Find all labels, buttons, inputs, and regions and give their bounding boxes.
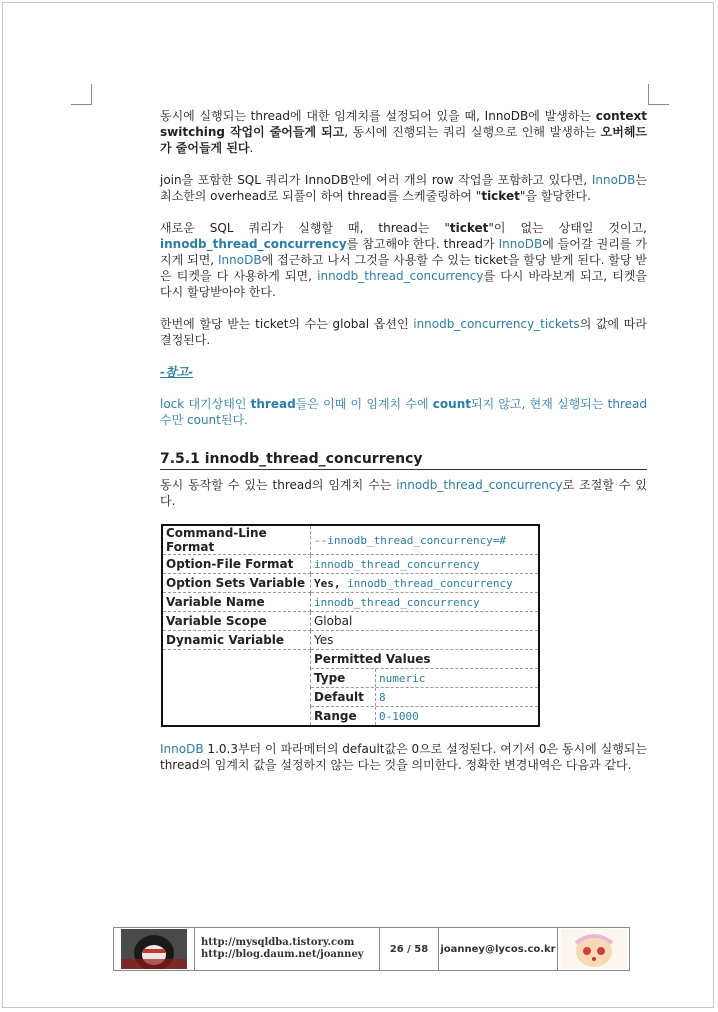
permitted-subtable [311, 688, 538, 706]
text: 한번에 할당 받는 ticket의 수는 global 옵션인 [160, 317, 414, 331]
text: , 동시에 진행되는 쿼리 실행으로 인해 발생하는 [344, 125, 601, 139]
row-value: Global [311, 612, 540, 631]
row-value: --innodb_thread_concurrency=# [311, 525, 540, 555]
text: 의 값에 따라 결정된다. [160, 317, 647, 347]
text: 되지 않고, 현재 실행되는 thread수만 count된다. [160, 397, 647, 427]
text: 는 최소한의 overhead로 되풀이 하여 thread를 스케줄링하여 " [160, 173, 647, 203]
text: join을 포함한 SQL 쿼리가 InnoDB안에 여러 개의 row 작업을 포함하고 있다면, [160, 173, 592, 187]
options-table [161, 524, 540, 727]
table-row [162, 612, 539, 631]
paragraph-concurrency-intro [160, 477, 647, 509]
row-value-code: innodb_thread_concurrency [347, 577, 513, 590]
text-bold: context switching 작업이 줄어들게 되고 [160, 109, 647, 139]
text: 동시에 실행되는 thread에 대한 임계치를 설정되어 있을 때, InnoDB에 발생하는 [160, 109, 596, 123]
permitted-value: numeric [379, 671, 426, 685]
text-blue: innodb_concurrency_tickets [413, 317, 580, 331]
text-bold: 오버헤드가 줄어들게 된다 [160, 125, 648, 155]
row-value-plain: Yes, [314, 577, 348, 590]
permitted-type-cell [311, 669, 540, 688]
permitted-range-cell [311, 707, 540, 727]
text: "을 할당한다. [519, 189, 591, 203]
row-value: innodb_thread_concurrency [311, 593, 540, 612]
text-blue: InnoDB [591, 173, 636, 187]
text: 로 조절할 수 있다. [160, 478, 648, 508]
text-bold: ticket [481, 189, 520, 203]
text: 들은 이때 이 임계치 수에 [295, 397, 433, 411]
table-row [162, 555, 539, 574]
footer-avatar-right [558, 928, 629, 970]
crop-mark-top-left [71, 84, 92, 105]
text: 동시 동작할 수 있는 thread의 임계치 수는 [160, 478, 397, 492]
crop-mark-top-right [648, 84, 669, 105]
text: 1.0.3부터 이 파라메터의 default값은 0으로 설정된다. 여기서 0은 동시에 실행되는 thread의 임계치 값을 설정하지 않는 다는 것을 의미한다. 정확한 변경내역은 다음과 같다. [160, 742, 647, 772]
paragraph-join [160, 172, 647, 204]
permitted-values-label: Permitted Values [311, 650, 540, 669]
note-label: -참고- [160, 365, 194, 379]
footer-link-daum[interactable]: http://blog.daum.net/joanney [201, 949, 364, 960]
text: lock 대기상태인 [160, 397, 251, 411]
table-row [162, 593, 539, 612]
avatar-left-icon [121, 929, 187, 969]
permitted-subtable [311, 669, 538, 687]
text: "이 없는 상태일 것이고, [488, 221, 647, 235]
paragraph-default-change [160, 741, 647, 773]
text-bold: ticket [449, 221, 489, 235]
row-key: Option Sets Variable [162, 574, 311, 593]
row-value: innodb_thread_concurrency [311, 555, 540, 574]
permitted-key: Range [311, 707, 376, 725]
table-row [162, 631, 539, 650]
text-blue: InnoDB [218, 253, 262, 267]
text: 를 참고해야 한다. thread가 [346, 237, 499, 251]
footer-link-tistory[interactable]: http://mysqldba.tistory.com [201, 937, 355, 948]
text-blue: InnoDB [498, 237, 543, 251]
avatar-right-icon [561, 929, 627, 969]
paragraph-note [160, 396, 647, 428]
row-key-empty [162, 650, 311, 727]
footer-avatar-left [114, 928, 195, 970]
text: . [249, 141, 254, 155]
table-row [162, 650, 539, 669]
section-heading: 7.5.1 innodb_thread_concurrency [160, 451, 647, 470]
permitted-value: 0-1000 [379, 709, 419, 723]
permitted-key: Type [311, 669, 376, 687]
permitted-subtable [311, 707, 538, 725]
footer-email[interactable]: joanney@lycos.co.kr [439, 928, 558, 970]
permitted-default-cell [311, 688, 540, 707]
table-row [162, 574, 539, 593]
row-key: Variable Scope [162, 612, 311, 631]
text-bold: thread [250, 397, 296, 411]
text-blue: innodb_thread_concurrency [396, 478, 563, 492]
page-number: 26 / 58 [380, 928, 439, 970]
text: 를 다시 바라보게 되고, 티켓을 다시 할당받아야 한다. [160, 269, 647, 299]
paragraph-tickets [160, 316, 647, 348]
text: 새로운 SQL 쿼리가 실행할 때, thread는 " [160, 221, 450, 235]
row-key: Command-Line Format [162, 525, 311, 555]
text: 에 접근하고 나서 그것을 사용할 수 있는 ticket을 할당 받게 된다. 할당 받은 티켓을 다 사용하게 되면, [160, 253, 648, 283]
document-body [160, 108, 647, 428]
text: 에 들어갈 권리를 가지게 되면, [160, 237, 647, 267]
paragraph-context-switching [160, 108, 647, 156]
text-bold: count [432, 397, 471, 411]
row-key: Dynamic Variable [162, 631, 311, 650]
row-value: Yes [311, 631, 540, 650]
row-key: Variable Name [162, 593, 311, 612]
paragraph-new-query [160, 220, 647, 300]
footer-links [195, 928, 380, 970]
text-blue: innodb_thread_concurrency [317, 269, 484, 283]
text-blue: InnoDB [160, 742, 204, 756]
permitted-value: 8 [379, 690, 386, 704]
text-blue-bold: innodb_thread_concurrency [160, 237, 347, 251]
table-row [162, 525, 539, 555]
permitted-key: Default [311, 688, 376, 706]
page-footer [113, 927, 630, 971]
row-value [311, 574, 540, 593]
row-key: Option-File Format [162, 555, 311, 574]
